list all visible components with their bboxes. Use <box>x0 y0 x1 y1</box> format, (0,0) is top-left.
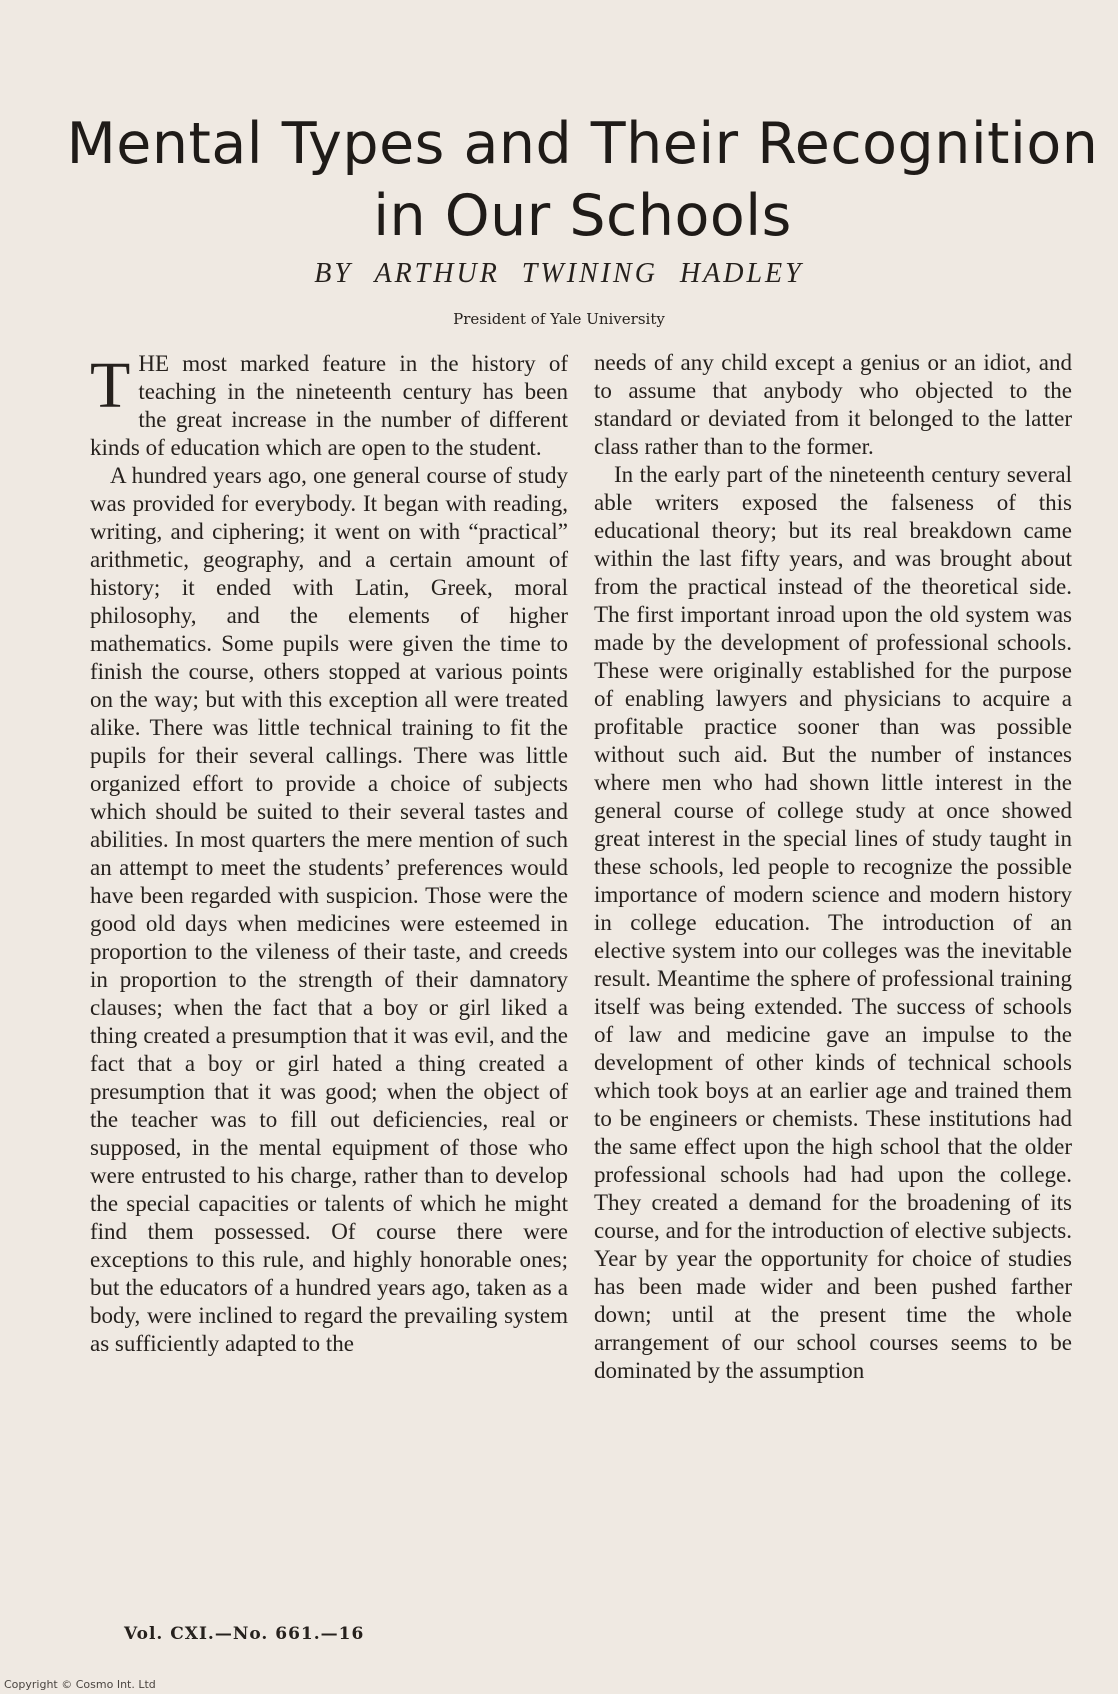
author-affiliation: President of Yale University <box>453 310 665 328</box>
drop-cap: T <box>90 349 131 422</box>
article-byline: BY ARTHUR TWINING HADLEY <box>314 258 804 289</box>
paragraph-2: A hundred years ago, one general course of study was provided for everybody. It began with reading, writing, and ciphering; it went on with “practical” arithmetic, geography, and a certain amount of history; it ended with Latin, Greek, moral philosophy, and the elements of higher mathematics. Some pupils were given the time to finish the course, others stopped at various points on the way; but with this exception all were treated alike. There was little technical training to fit the pupils for their several callings. There was little organized effort to provide a choice of subjects which should be suited to their several tastes and abilities. In most quarters the mere mention of such an attempt to meet the students’ preferences would have been regarded with suspicion. Those were the good old days when medicines were esteemed in proportion to the vileness of their taste, and creeds in proportion to the strength of their damnatory clauses; when the fact that a boy or girl liked a thing created a presumption that it was evil, and the fact that a boy or girl hated a thing created a presumption that it was good; when the object of the teacher was to fill out deficiencies, real or supposed, in the mental equipment of those who were entrusted to his charge, rather than to develop the special capacities or talents of which he might find them possessed. Of course there were exceptions to this rule, and highly honorable ones; but the educators of a hundred years ago, taken as a body, were inclined to regard the prevailing system as sufficiently adapted to the <box>90 463 568 1356</box>
paragraph-3: needs of any child except a genius or an idiot, and to assume that anybody who objected to the standard or deviated from it belonged to the latter class rather than to the former. <box>594 350 1072 459</box>
page-folio: Vol. CXI.—No. 661.—16 <box>124 1624 365 1644</box>
text-column-right <box>594 349 1072 1385</box>
copyright-notice: Copyright © Cosmo Int. Ltd <box>4 1678 156 1691</box>
article-title: Mental Types and Their Recognition in Our Schools <box>66 111 1099 249</box>
paragraph-1 <box>90 350 568 462</box>
text-column-left <box>90 350 568 1358</box>
paragraph-1-text: HE most marked feature in the history of teaching in the nineteenth century has been the great increase in the number of different kinds of education which are open to the student. <box>90 351 568 460</box>
paragraph-4: In the early part of the nineteenth century several able writers exposed the falseness of this educational theory; but its real breakdown came within the last fifty years, and was brought about from the practical instead of the theoretical side. The first important inroad upon the old system was made by the development of professional schools. These were originally established for the purpose of enabling lawyers and physicians to acquire a profitable practice sooner than was possible without such aid. But the number of instances where men who had shown little interest in the general course of college study at once showed great interest in the special lines of study taught in these schools, led people to recognize the possible importance of modern science and modern history in college education. The introduction of an elective system into our colleges was the inevitable result. Meantime the sphere of professional training itself was being extended. The success of schools of law and medicine gave an impulse to the development of other kinds of technical schools which took boys at an earlier age and trained them to be engineers or chemists. These institutions had the same effect upon the high school that the older professional schools had had upon the college. They created a demand for the broadening of its course, and for the introduction of elective subjects. Year by year the opportunity for choice of studies has been made wider and been pushed farther down; until at the present time the whole arrangement of our school courses seems to be dominated by the assumption <box>594 462 1072 1383</box>
